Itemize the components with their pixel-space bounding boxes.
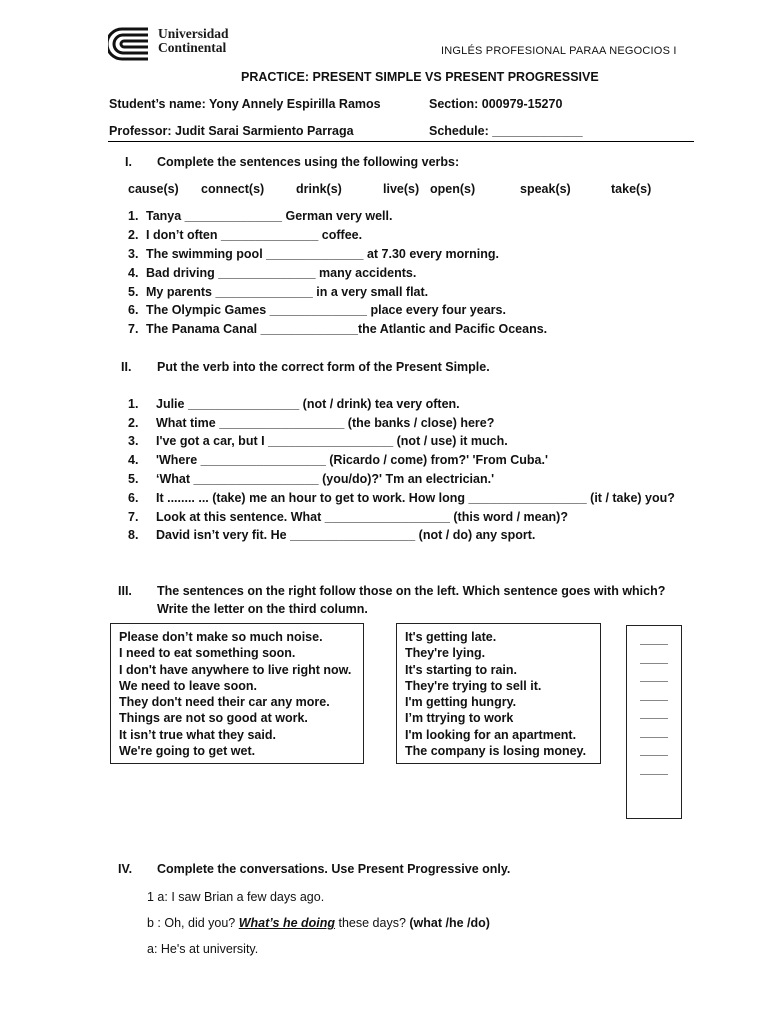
verb-hint: (what /he /do): [409, 916, 490, 930]
list-item: I'm getting hungry.: [405, 695, 517, 710]
part1-instruction: Complete the sentences using the following verbs:: [157, 155, 460, 169]
list-item: It's getting late.: [405, 630, 497, 644]
verb-option: speak(s): [520, 182, 571, 196]
section: Section: 000979-15270: [429, 97, 563, 111]
list-item: It isn’t true what they said.: [119, 727, 276, 742]
list-item: They're trying to sell it.: [405, 678, 542, 693]
schedule: Schedule: _____________: [429, 124, 583, 138]
answer-blank[interactable]: ____: [640, 761, 668, 776]
list-item: We need to leave soon.: [119, 678, 258, 693]
list-item: 3. I've got a car, but I __________________ (not / use) it much.: [128, 434, 508, 448]
list-item: 8. David isn’t very fit. He __________________ (not / do) any sport.: [128, 528, 536, 542]
list-item: I'm looking for an apartment.: [405, 727, 577, 742]
conversation-line-1: 1 a: I saw Brian a few days ago.: [147, 890, 325, 904]
verb-option: drink(s): [296, 182, 342, 196]
part3-number: III.: [118, 584, 132, 598]
list-item: I don't have anywhere to live right now.: [119, 662, 352, 677]
verb-option: connect(s): [201, 182, 265, 196]
logo-text: [158, 27, 229, 55]
answer-blank[interactable]: ____: [640, 687, 668, 702]
list-item: I need to eat something soon.: [119, 646, 296, 661]
list-item: 4. 'Where __________________ (Ricardo / come) from?' 'From Cuba.': [128, 453, 548, 467]
example-answer: What’s he doing: [238, 916, 336, 930]
answer-blank[interactable]: ____: [640, 724, 668, 739]
line2-prefix: b : Oh, did you?: [147, 916, 239, 930]
student-name: Student’s name: Yony Annely Espirilla Ramos: [109, 97, 381, 111]
verb-option: cause(s): [128, 182, 179, 196]
part4-instruction: Complete the conversations. Use Present Progressive only.: [157, 862, 511, 876]
list-item: 3. The swimming pool ______________ at 7.30 every morning.: [128, 247, 499, 261]
right-sentences-box: [396, 623, 601, 764]
list-item: 1. Julie ________________ (not / drink) tea very often.: [128, 397, 460, 411]
conversation-line-2: [147, 916, 490, 930]
answer-blank[interactable]: ____: [640, 743, 668, 757]
list-item: 6. It ........ ... (take) me an hour to get to work. How long _________________ (it / take) you?: [128, 491, 675, 505]
list-item: 7. Look at this sentence. What __________________ (this word / mean)?: [128, 510, 568, 524]
list-item: Things are not so good at work.: [119, 711, 308, 726]
left-sentences-box: [110, 623, 364, 764]
page-title: PRACTICE: PRESENT SIMPLE VS PRESENT PROGRESSIVE: [241, 70, 599, 84]
logo-mark-icon: [108, 26, 152, 62]
logo-line-2: Continental: [158, 40, 227, 55]
answer-blank[interactable]: ____: [640, 632, 668, 646]
verb-option: live(s): [383, 182, 420, 196]
university-logo: [108, 26, 258, 62]
professor-name: Professor: Judit Sarai Sarmiento Parraga: [109, 124, 354, 138]
list-item: 7. The Panama Canal ______________the Atlantic and Pacific Oceans.: [128, 322, 548, 336]
part1-number: I.: [125, 155, 132, 169]
part3-instruction-2: Write the letter on the third column.: [157, 602, 368, 616]
list-item: 2. I don’t often ______________ coffee.: [128, 228, 363, 242]
list-item: They don't need their car any more.: [119, 695, 330, 710]
list-item: 1. Tanya ______________ German very well.: [128, 209, 393, 223]
line2-middle: these days?: [335, 916, 410, 930]
list-item: 6. The Olympic Games ______________ place every four years.: [128, 303, 506, 317]
logo-line-1: Universidad: [158, 26, 229, 41]
list-item: They're lying.: [405, 646, 486, 661]
conversation-line-3: a: He's at university.: [147, 942, 259, 956]
part2-number: II.: [121, 360, 132, 374]
list-item: 2. What time __________________ (the banks / close) here?: [128, 416, 495, 430]
verb-option: take(s): [611, 182, 652, 196]
list-item: 5. My parents ______________ in a very small flat.: [128, 285, 429, 299]
list-item: I’m ttrying to work: [405, 711, 514, 726]
part2-instruction: Put the verb into the correct form of the Present Simple.: [157, 360, 490, 374]
list-item: The company is losing money.: [405, 744, 587, 759]
list-item: Please don’t make so much noise.: [119, 630, 323, 644]
answer-blank[interactable]: ____: [640, 669, 668, 683]
answer-blank[interactable]: ____: [640, 706, 668, 720]
list-item: We're going to get wet.: [119, 744, 256, 759]
list-item: 4. Bad driving ______________ many accidents.: [128, 266, 417, 280]
list-item: It's starting to rain.: [405, 662, 518, 677]
part4-number: IV.: [118, 862, 133, 876]
header-divider: [108, 141, 694, 142]
list-item: 5. ‘What __________________ (you/do)?' Tm an electrician.': [128, 472, 495, 486]
part3-instruction: The sentences on the right follow those on the left. Which sentence goes with which?: [157, 584, 666, 598]
verb-option: open(s): [430, 182, 476, 196]
course-name: INGLÉS PROFESIONAL PARAA NEGOCIOS I: [441, 45, 677, 57]
answer-column: [626, 625, 682, 819]
answer-blank[interactable]: ____: [640, 650, 668, 665]
